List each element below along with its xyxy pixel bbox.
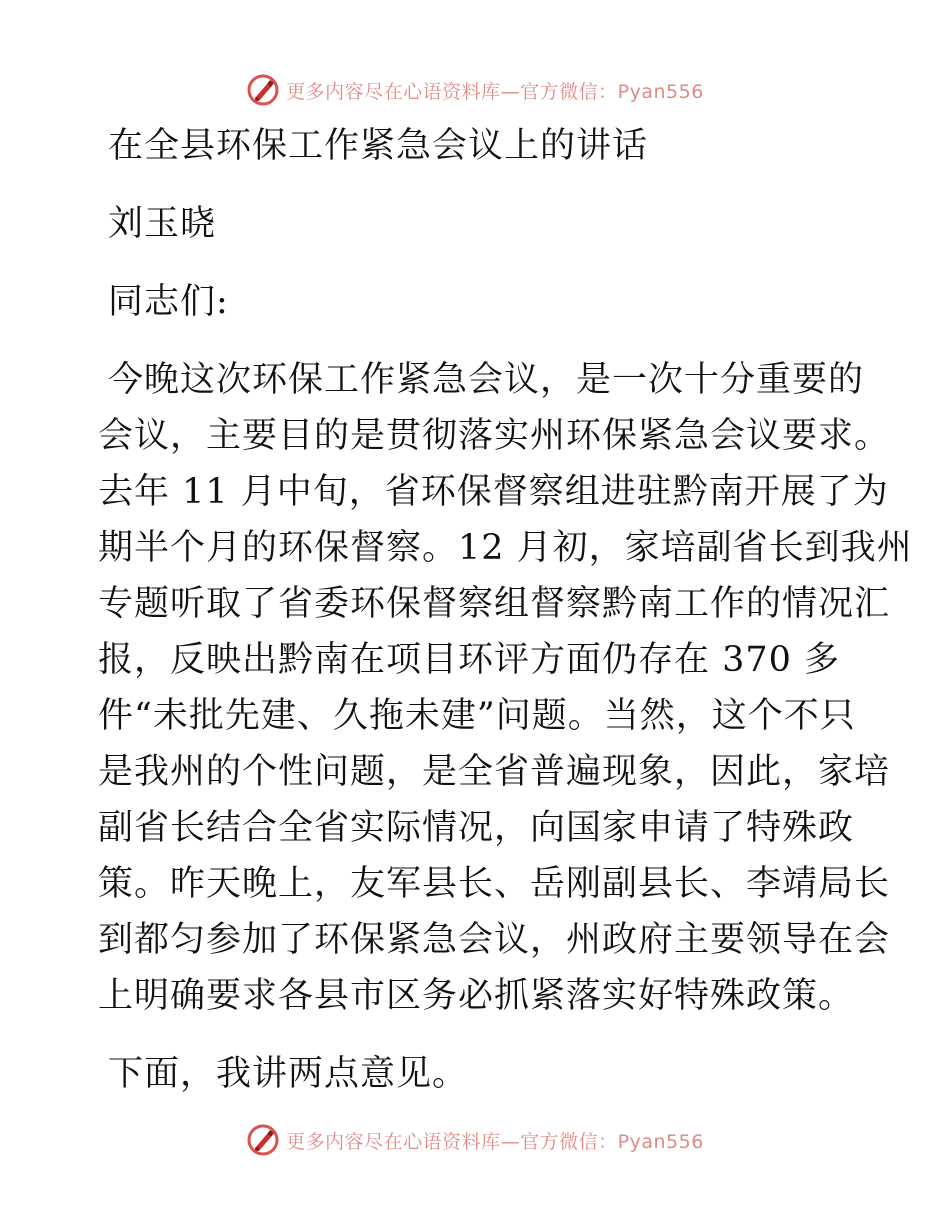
paragraph-line: 期半个月的环保督察。12 月初，家培副省长到我州: [98, 528, 913, 568]
paragraph-line: 到都匀参加了环保紧急会议，州政府主要领导在会: [98, 920, 891, 960]
pen-circle-logo-icon: [246, 1123, 280, 1157]
pen-circle-logo-icon: [246, 73, 280, 107]
document-body: [98, 118, 913, 1102]
watermark-text: 更多内容尽在心语资料库—官方微信：Pyan556: [286, 1130, 704, 1153]
paragraph-line: 去年 11 月中旬，省环保督察组进驻黔南开展了为: [98, 472, 889, 512]
paragraph-line: 报，反映出黔南在项目环评方面仍存在 370 多: [98, 640, 841, 680]
document-title: 在全县环保工作紧急会议上的讲话: [108, 126, 649, 166]
paragraph-line: 策。昨天晚上，友军县长、岳刚副县长、李靖局长: [98, 864, 891, 904]
header-watermark: [0, 70, 950, 110]
paragraph-line: 上明确要求各县市区务必抓紧落实好特殊政策。: [98, 976, 855, 1016]
paragraph-line: 副省长结合全省实际情况，向国家申请了特殊政: [98, 808, 855, 848]
document-salutation: 同志们:: [108, 282, 229, 322]
document-author: 刘玉晓: [108, 204, 217, 244]
paragraph-line: 专题听取了省委环保督察组督察黔南工作的情况汇: [98, 584, 891, 624]
paragraph-line: 今晚这次环保工作紧急会议，是一次十分重要的: [108, 360, 865, 400]
watermark-text: 更多内容尽在心语资料库—官方微信：Pyan556: [286, 80, 704, 103]
paragraph-line: 件“未批先建、久拖未建”问题。当然，这个不只: [98, 696, 856, 736]
paragraph-2: 下面，我讲两点意见。: [108, 1054, 469, 1094]
paragraph-line: 是我州的个性问题，是全省普遍现象，因此，家培: [98, 752, 891, 792]
paragraph-line: 会议，主要目的是贯彻落实州环保紧急会议要求。: [98, 416, 891, 456]
footer-watermark: [0, 1120, 950, 1160]
paragraph-1: [98, 352, 913, 1024]
